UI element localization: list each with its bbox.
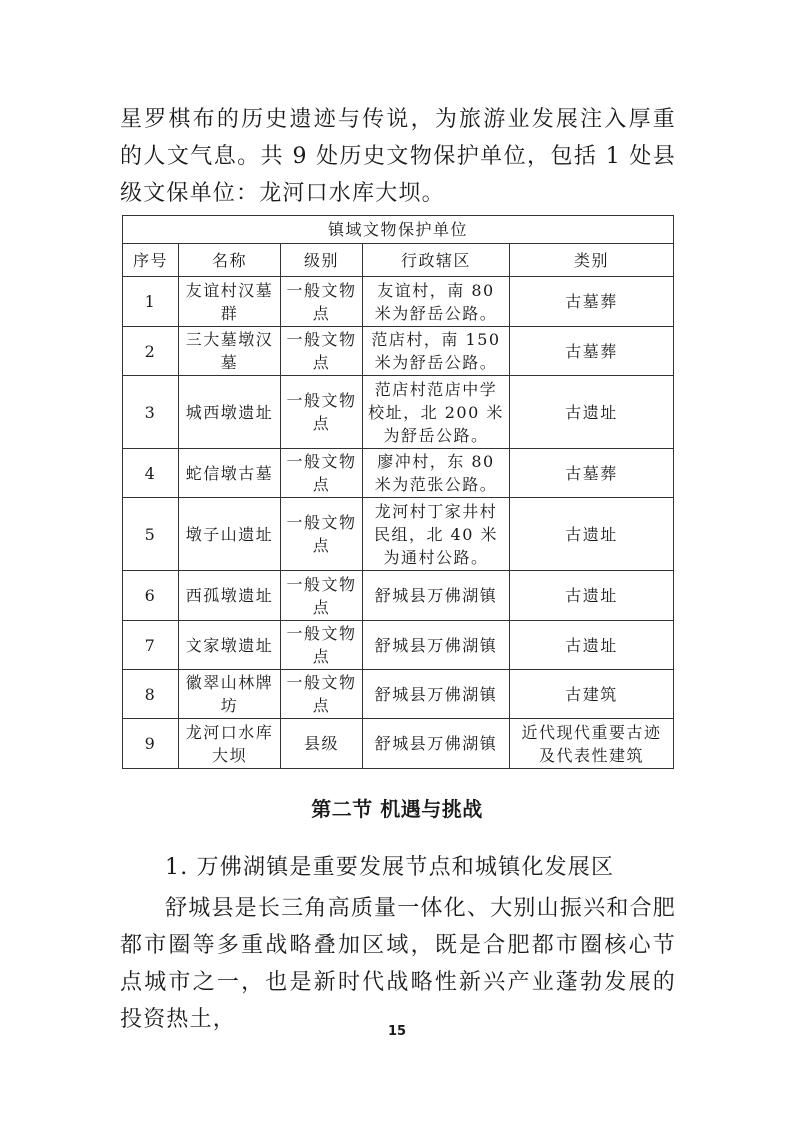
- column-header: 序号: [123, 244, 179, 277]
- table-cell: 9: [123, 719, 179, 769]
- table-cell: 一般文物点: [281, 571, 363, 621]
- table-cell: 龙河口水库大坝: [179, 719, 281, 769]
- table-header-row: [123, 244, 674, 277]
- table-row: [123, 571, 674, 621]
- heritage-table: [122, 215, 674, 769]
- table-cell: 范店村，南 150 米为舒岳公路。: [363, 327, 510, 376]
- column-header: 级别: [281, 244, 363, 277]
- table-cell: 城西墩遗址: [179, 376, 281, 449]
- column-header: 类别: [510, 244, 674, 277]
- table-cell: 西孤墩遗址: [179, 571, 281, 621]
- table-cell: 一般文物点: [281, 670, 363, 719]
- table-cell: 古墓葬: [510, 327, 674, 376]
- table-cell: 范店村范店中学校址，北 200 米为舒岳公路。: [363, 376, 510, 449]
- table-cell: 舒城县万佛湖镇: [363, 670, 510, 719]
- table-cell: 一般文物点: [281, 277, 363, 327]
- table-cell: 一般文物点: [281, 621, 363, 670]
- body-paragraph: [120, 890, 676, 1038]
- section-title: 第二节 机遇与挑战: [311, 797, 483, 821]
- table-cell: 6: [123, 571, 179, 621]
- table-cell: 一般文物点: [281, 449, 363, 498]
- table-row: [123, 376, 674, 449]
- table-cell: 墩子山遗址: [179, 498, 281, 571]
- table-cell: 1: [123, 277, 179, 327]
- table-cell: 龙河村丁家井村民组，北 40 米为通村公路。: [363, 498, 510, 571]
- table-cell: 古墓葬: [510, 277, 674, 327]
- table-cell: 县级: [281, 719, 363, 769]
- table-cell: 2: [123, 327, 179, 376]
- table-cell: 5: [123, 498, 179, 571]
- table-cell: 文家墩遗址: [179, 621, 281, 670]
- table-row: [123, 498, 674, 571]
- table-cell: 一般文物点: [281, 327, 363, 376]
- column-header: 名称: [179, 244, 281, 277]
- table-cell: 友谊村，南 80 米为舒岳公路。: [363, 277, 510, 327]
- table-cell: 三大墓墩汉墓: [179, 327, 281, 376]
- table-cell: 近代现代重要古迹及代表性建筑: [510, 719, 674, 769]
- table-cell: 徽翠山林牌坊: [179, 670, 281, 719]
- intro-paragraph-text: 星罗棋布的历史遗迹与传说，为旅游业发展注入厚重的人文气息。共 9 处历史文物保护单位，包括 1 处县级文保单位：龙河口水库大坝。: [120, 107, 676, 206]
- table-row: [123, 670, 674, 719]
- table-cell: 蛇信墩古墓: [179, 449, 281, 498]
- column-header: 行政辖区: [363, 244, 510, 277]
- table-cell: 古遗址: [510, 571, 674, 621]
- intro-paragraph: [120, 101, 676, 212]
- table-row: [123, 719, 674, 769]
- table-cell: 廖冲村，东 80 米为范张公路。: [363, 449, 510, 498]
- table-cell: 7: [123, 621, 179, 670]
- table-cell: 古遗址: [510, 376, 674, 449]
- table-caption: 镇域文物保护单位: [123, 216, 674, 244]
- page-number: 15: [387, 1024, 407, 1039]
- table-cell: 一般文物点: [281, 498, 363, 571]
- table-cell: 古遗址: [510, 498, 674, 571]
- sub-heading: 1. 万佛湖镇是重要发展节点和城镇化发展区: [165, 855, 615, 880]
- table-cell: 友谊村汉墓群: [179, 277, 281, 327]
- table-cell: 古遗址: [510, 621, 674, 670]
- table-cell: 一般文物点: [281, 376, 363, 449]
- table-cell: 8: [123, 670, 179, 719]
- table-cell: 古建筑: [510, 670, 674, 719]
- body-paragraph-text: 舒城县是长三角高质量一体化、大别山振兴和合肥都市圈等多重战略叠加区域，既是合肥都市圈核心节点城市之一，也是新时代战略性新兴产业蓬勃发展的投资热土，: [120, 896, 676, 1032]
- table-row: [123, 621, 674, 670]
- table-row: [123, 449, 674, 498]
- table-row: [123, 327, 674, 376]
- table-cell: 3: [123, 376, 179, 449]
- table-cell: 舒城县万佛湖镇: [363, 571, 510, 621]
- table-row: [123, 277, 674, 327]
- table-cell: 4: [123, 449, 179, 498]
- table-cell: 舒城县万佛湖镇: [363, 719, 510, 769]
- table-cell: 舒城县万佛湖镇: [363, 621, 510, 670]
- table-cell: 古墓葬: [510, 449, 674, 498]
